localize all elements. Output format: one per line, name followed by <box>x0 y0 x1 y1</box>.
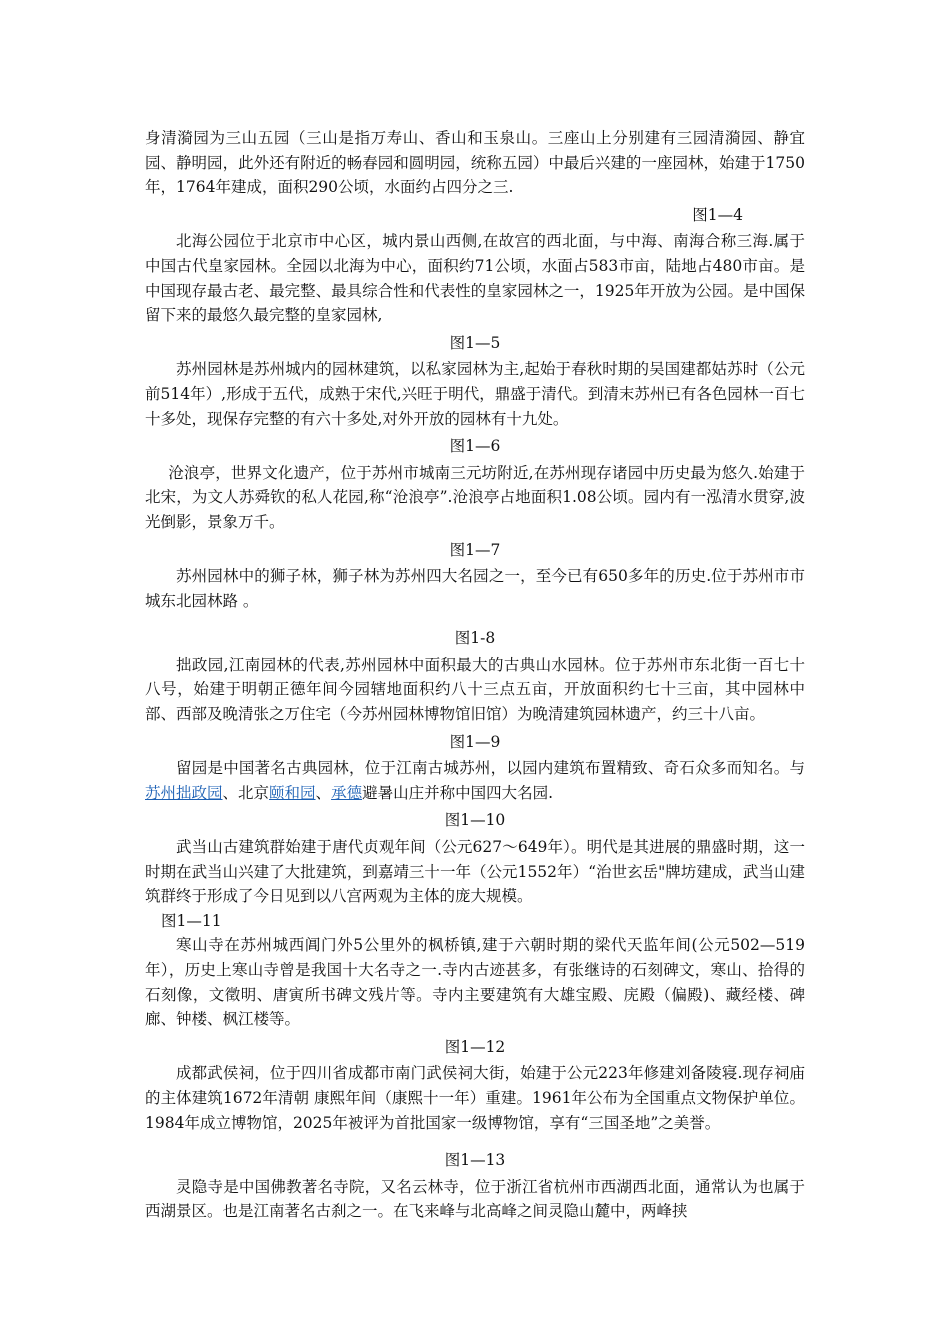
figure-caption-1-4: 图1—4 <box>692 205 743 224</box>
spacer <box>145 1135 805 1145</box>
figure-caption-1-8: 图1-8 <box>454 629 496 648</box>
spacer <box>145 613 805 623</box>
paragraph-text: 留园是中国著名古典园林，位于江南古城苏州，以园内建筑布置精致、奇石众多而知名。与 <box>176 759 805 778</box>
paragraph-canglang-pavilion: 沧浪亭，世界文化遗产，位于苏州市城南三元坊附近,在苏州现存诸园中历史最为悠久.始建于北宋，为文人苏舜钦的私人花园,称“沧浪亭”.沧浪亭占地面积1.08公顷。园内有一泓清水贯穿,波光倒影，景象万千。 <box>145 463 805 531</box>
paragraph-text: 避暑山庄并称中国四大名园. <box>362 783 554 802</box>
paragraph-wudang-mountains: 武当山古建筑群始建于唐代贞观年间（公元627～649年）。明代是其进展的鼎盛时期，这一时期在武当山兴建了大批建筑，到嘉靖三十一年（公元1552年）“治世玄岳"牌坊建成，武当山建筑群终于形成了今日见到以八宫两观为主体的庞大规模。 <box>145 838 805 906</box>
figure-caption-1-12: 图1—12 <box>444 1037 506 1056</box>
paragraph-text: 、北京 <box>222 783 270 802</box>
document-body <box>145 126 805 1224</box>
paragraph-hanshan-temple: 寒山寺在苏州城西阊门外5公里外的枫桥镇,建于六朝时期的梁代天监年间(公元502—519年），历史上寒山寺曾是我国十大名寺之一.寺内古迹甚多，有张继诗的石刻碑文，寒山、拾得的石刻像，文徵明、唐寅所书碑文残片等。寺内主要建筑有大雄宝殿、庑殿（偏殿)、藏经楼、碑廊、钟楼、枫江楼等。 <box>145 936 805 1029</box>
paragraph-beihai-park: 北海公园位于北京市中心区，城内景山西侧,在故宫的西北面，与中海、南海合称三海.属于中国古代皇家园林。全园以北海为中心，面积约71公顷，水面占583市亩，陆地占480市亩。是中国现存最古老、最完整、最具综合性和代表性的皇家园林之一，1925年开放为公园。是中国保留下来的最悠久最完整的皇家园林, <box>145 232 805 325</box>
paragraph-lingering-garden <box>145 756 805 805</box>
paragraph-humble-administrator-garden: 拙政园,江南园林的代表,苏州园林中面积最大的古典山水园林。位于苏州市东北街一百七十八号，始建于明朝正德年间今园辖地面积约八十三点五亩，开放面积约七十三亩，其中园林中部、西部及晚清张之万住宅（今苏州园林博物馆旧馆）为晚清建筑园林遗产，约三十八亩。 <box>145 655 805 724</box>
figure-caption-1-7: 图1—7 <box>449 540 501 559</box>
figure-caption-1-13: 图1—13 <box>444 1151 506 1170</box>
paragraph-lingyin-temple: 灵隐寺是中国佛教著名寺院，又名云林寺，位于浙江省杭州市西湖西北面，通常认为也属于西湖景区。也是江南著名古刹之一。在飞来峰与北高峰之间灵隐山麓中，两峰挟 <box>145 1177 805 1221</box>
figure-caption-1-5: 图1—5 <box>449 333 501 352</box>
link-summer-palace[interactable]: 颐和园 <box>269 783 316 802</box>
figure-caption-1-11: 图1—11 <box>161 911 222 930</box>
paragraph-summer-palace-cont: 身清漪园为三山五园（三山是指万寿山、香山和玉泉山。三座山上分别建有三园清漪园、静宜园、静明园，此外还有附近的畅春园和圆明园，统称五园）中最后兴建的一座园林，始建于1750年，1764年建成，面积290公顷，水面约占四分之三. <box>145 129 805 197</box>
paragraph-lion-grove: 苏州园林中的狮子林，狮子林为苏州四大名园之一，至今已有650多年的历史.位于苏州市市城东北园林路 。 <box>145 567 805 610</box>
figure-caption-1-6: 图1—6 <box>449 437 501 456</box>
paragraph-suzhou-gardens: 苏州园林是苏州城内的园林建筑，以私家园林为主,起始于春秋时期的吴国建都姑苏时（公元前514年）,形成于五代，成熟于宋代,兴旺于明代，鼎盛于清代。到清末苏州已有各色园林一百七十多处，现保存完整的有六十多处,对外开放的园林有十九处。 <box>145 360 805 428</box>
paragraph-text: 、 <box>315 783 332 802</box>
link-chengde[interactable]: 承德 <box>331 783 363 802</box>
link-humble-administrator-garden[interactable]: 苏州拙政园 <box>145 783 223 802</box>
figure-caption-1-10: 图1—10 <box>444 811 506 830</box>
paragraph-wuhou-shrine: 成都武侯祠，位于四川省成都市南门武侯祠大街，始建于公元223年修建刘备陵寝.现存祠庙的主体建筑1672年清朝 康熙年间（康熙十一年）重建。1961年公布为全国重点文物保护单位。1984年成立博物馆，2025年被评为首批国家一级博物馆，享有“三国圣地”之美誉。 <box>145 1064 805 1132</box>
figure-caption-1-9: 图1—9 <box>449 732 501 751</box>
